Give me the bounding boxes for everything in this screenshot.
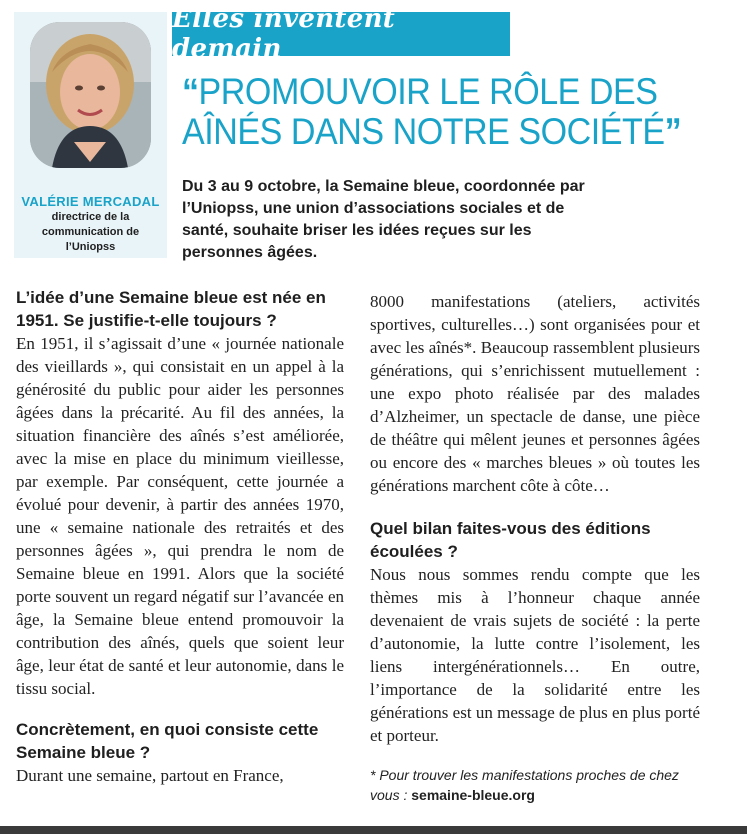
close-quote: ” xyxy=(664,111,682,152)
headline-line-2: AÎNÉS DANS NOTRE SOCIÉTÉ xyxy=(182,111,665,152)
question-1: L’idée d’une Semaine bleue est née en 1951. Se justifie-t-elle toujours ? xyxy=(16,288,326,330)
answer-3: Nous nous sommes rendu compte que les thèmes mis à l’honneur chaque année devenaient de vrais sujets de société : la perte d’autonomie, la lutte contre l’isolement, les liens intergénérationnels… En outre, l’importance de la solidarité entre les générations est un message de plus en plus porté et porteur. xyxy=(370,565,700,745)
question-2: Concrètement, en quoi consiste cette Semaine bleue ? xyxy=(16,720,319,762)
standfirst: Du 3 au 9 octobre, la Semaine bleue, coordonnée par l’Uniopss, une union d’associations sociales et de santé, souhaite briser les idées reçues sur les personnes âgées. xyxy=(182,178,585,261)
page-bottom-rule xyxy=(0,826,747,834)
answer-2-continued: 8000 manifestations (ateliers, activités sportives, culturelles…) sont organisées pour et avec les aînés*. Beaucoup rassemblent plusieurs générations, qui s’enrichissent mutuellement : une expo photo réalisée par des malades d’Alzheimer, un spectacle de danse, une pièce de théâtre qui mêlent jeunes et personnes âgées ou encore des « marches bleues » où toutes les générations marchent côte à côte… xyxy=(370,292,700,495)
headline xyxy=(182,71,682,152)
headline-line-1: PROMOUVOIR LE RÔLE DES xyxy=(198,71,658,112)
answer-2-start: Durant une semaine, partout en France, xyxy=(16,766,284,785)
section-banner xyxy=(172,4,510,64)
footnote xyxy=(370,765,700,805)
question-3: Quel bilan faites-vous des éditions écoulées ? xyxy=(370,519,651,561)
open-quote: “ xyxy=(182,71,199,112)
answer-1: En 1951, il s’agissait d’une « journée nationale des vieillards », qui consistait en un appel à la générosité du public pour aider les personnes âgées dans la précarité. Au fil des années, la situation financière des aînés s’est améliorée, avec la mise en place du minimum vieillesse, par exemple. Par conséquent, cette journée a évolué pour devenir, à partir des années 1970, une « semaine nationale des retraités et des personnes âgées », qui prendra le nom de Semaine bleue en 1991. Alors que la société porte souvent un regard négatif sur l’avancée en âge, la Semaine bleue entend promouvoir la contribution des aînés, quels que soient leur âge, leur état de santé et leur autonomie, dans le tissu social. xyxy=(16,334,344,698)
portrait-photo xyxy=(30,22,151,168)
portrait-panel xyxy=(14,12,167,258)
footnote-text: * Pour trouver les manifestations proches de chez vous : xyxy=(370,767,679,803)
interviewee-role: directrice de la communication de l’Uniopss xyxy=(41,211,140,253)
interviewee-name: VALÉRIE MERCADAL xyxy=(21,194,160,209)
column-left xyxy=(16,286,344,787)
portrait-illustration xyxy=(30,22,151,168)
section-banner-text: Elles inventent demain xyxy=(172,4,396,64)
column-right xyxy=(370,290,700,805)
footnote-link[interactable]: semaine-bleue.org xyxy=(411,787,535,803)
